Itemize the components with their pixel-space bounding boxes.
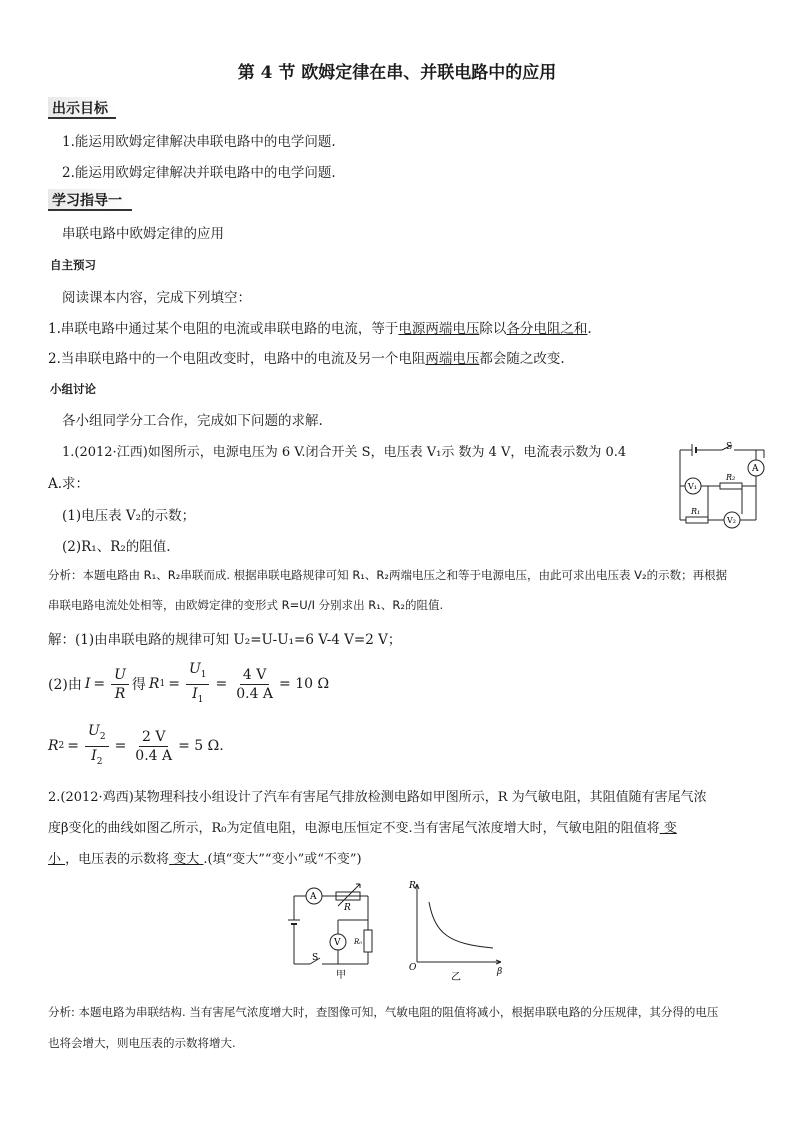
problem1-q1: (1)电压表 V₂的示数； bbox=[62, 508, 196, 524]
v2-label: V₂ bbox=[727, 516, 736, 525]
discuss-text: 各小组同学分工合作，完成如下问题的求解. bbox=[62, 413, 323, 429]
goal-1: 1.能运用欧姆定律解决串联电路中的电学问题. bbox=[62, 134, 336, 150]
problem2-line1: 2.(2012·鸡西)某物理科技小组设计了汽车有害尾气排放检测电路如甲图所示，R 为气敏电阻，其阻值随有害尾气浓 bbox=[48, 790, 707, 805]
fill-answer-2: 各分电阻之和 bbox=[506, 321, 588, 337]
fill-answer-1: 电源两端电压 bbox=[398, 321, 480, 337]
problem2-analysis2: 也将会增大，则电压表的示数将增大. bbox=[48, 1036, 236, 1050]
fill-line-1: 1.串联电路中通过某个电阻的电流或串联电路的电流，等于电源两端电压除以各分电阻之和. bbox=[48, 321, 592, 337]
problem2-line2: 度β变化的曲线如图乙所示，R₀为定值电阻，电源电压恒定不变.当有害尾气浓度增大时，气敏电阻的阻值将 变 bbox=[48, 821, 677, 836]
guide1-subtitle: 串联电路中欧姆定律的应用 bbox=[62, 226, 224, 242]
figure-jia-label: 甲 bbox=[336, 970, 346, 980]
problem1-q2: (2)R₁、R₂的阻值. bbox=[62, 539, 171, 555]
preview-tag: 自主预习 bbox=[50, 258, 96, 272]
v1-label: V₁ bbox=[688, 482, 697, 491]
r-label: R bbox=[344, 903, 351, 913]
voltmeter-label: V bbox=[334, 938, 341, 948]
problem1-analysis2: 串联电路电流处处相等，由欧姆定律的变形式 R=U/I 分别求出 R₁、R₂的阻值. bbox=[48, 598, 444, 612]
r0-label: R₀ bbox=[354, 938, 363, 946]
resistance-graph bbox=[405, 878, 509, 982]
goal-2: 2.能运用欧姆定律解决并联电路中的电学问题. bbox=[62, 165, 336, 181]
p2-answer-1a: 变 bbox=[659, 821, 677, 836]
ammeter2-label: A bbox=[310, 892, 317, 902]
discuss-tag: 小组讨论 bbox=[50, 382, 96, 396]
switch-label: S bbox=[726, 442, 733, 452]
p2-answer-1b: 小 bbox=[48, 852, 66, 867]
problem1-line1: 1.(2012·江西)如图所示，电源电压为 6 V.闭合开关 S，电压表 V₁示 数为 4 V，电流表示数为 0.4 bbox=[62, 445, 627, 460]
goals-tag-label: 出示目标 bbox=[52, 101, 108, 117]
fill-line-2: 2.当串联电路中的一个电阻改变时，电路中的电流及另一个电阻两端电压都会随之改变. bbox=[48, 351, 565, 367]
equation-row-1: (2)由 I = $\frac{U}{R}$ 得 R 1 = $\frac{U_1}{I_1}$ = $\frac{4 V}{0.4 A}$ = 10 Ω bbox=[48, 661, 330, 705]
graph-beta-label: β bbox=[497, 967, 503, 977]
r1-label: R₁ bbox=[691, 507, 701, 516]
fill-answer-3: 两端电压 bbox=[425, 351, 480, 367]
equation-row-2: R 2 = $\frac{U_2}{I_2}$ = $\frac{2 V}{0.4 A}$ = 5 Ω. bbox=[48, 723, 224, 767]
switch2-label: S bbox=[312, 953, 319, 963]
guide1-tag bbox=[48, 189, 132, 211]
problem1-analysis1: 分析：本题电路由 R₁、R₂串联而成. 根据串联电路规律可知 R₁、R₂两端电压之和等于电源电压，由此可求出电压表 V₂的示数；再根据 bbox=[48, 568, 728, 582]
ammeter-label: A bbox=[752, 464, 759, 474]
problem1-line2: A.求： bbox=[48, 476, 90, 492]
circuit-diagram-2 bbox=[284, 880, 376, 980]
page-title: 第 4 节 欧姆定律在串、并联电路中的应用 bbox=[237, 63, 557, 83]
circuit-diagram-1 bbox=[676, 440, 768, 530]
graph-r-label: R bbox=[409, 881, 416, 891]
guide1-tag-label: 学习指导一 bbox=[52, 193, 122, 209]
problem2-line3: 小 ，电压表的示数将 变大 .(填“变大”“变小”或“不变”) bbox=[48, 852, 362, 867]
p2-answer-2: 变大 bbox=[169, 852, 204, 867]
r2-label: R₂ bbox=[726, 473, 736, 482]
figure-yi-label: 乙 bbox=[451, 972, 461, 982]
goals-tag bbox=[48, 97, 116, 119]
read-text: 阅读课本内容，完成下列填空： bbox=[62, 290, 251, 306]
problem2-analysis1: 分析: 本题电路为串联结构. 当有害尾气浓度增大时，查图像可知，气敏电阻的阻值将减小，根据串联电路的分压规律，其分得的电压 bbox=[48, 1005, 719, 1019]
problem1-solution1: 解：(1)由串联电路的规律可知 U₂=U-U₁=6 V-4 V=2 V； bbox=[48, 632, 402, 648]
graph-origin-label: O bbox=[409, 963, 417, 973]
